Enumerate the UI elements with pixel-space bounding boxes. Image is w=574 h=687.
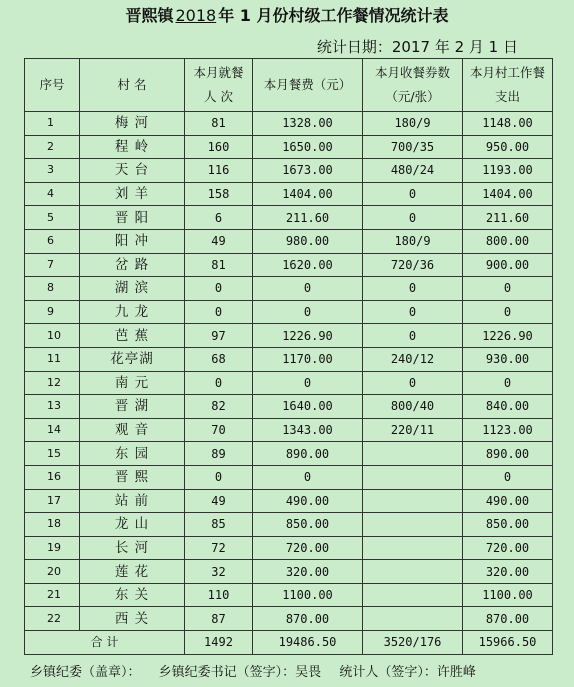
row-meal-cost: 1640.00 (253, 395, 363, 419)
row-seq: 17 (25, 489, 80, 513)
row-village-spend: 1226.90 (463, 324, 553, 348)
row-village: 西 关 (80, 607, 185, 631)
row-meal-cost: 1100.00 (253, 583, 363, 607)
row-seq: 12 (25, 371, 80, 395)
table-row (25, 277, 553, 301)
row-vouchers: 240/12 (363, 347, 463, 371)
row-seq: 16 (25, 465, 80, 489)
row-vouchers (363, 560, 463, 584)
row-meal-cost: 1620.00 (253, 253, 363, 277)
row-seq: 10 (25, 324, 80, 348)
title-prefix: 晋熙镇 (125, 6, 174, 25)
row-village-spend: 320.00 (463, 560, 553, 584)
header-meal-cost: 本月餐费（元） (253, 59, 363, 112)
row-meal-cost: 1404.00 (253, 182, 363, 206)
row-village: 阳 冲 (80, 229, 185, 253)
row-seq: 4 (25, 182, 80, 206)
row-village: 晋 湖 (80, 395, 185, 419)
row-seq: 1 (25, 112, 80, 136)
row-village-spend: 1100.00 (463, 583, 553, 607)
row-diners: 160 (185, 135, 253, 159)
row-seq: 11 (25, 347, 80, 371)
title-suffix: 年 1 月份村级工作餐情况统计表 (218, 6, 449, 25)
row-village: 东 关 (80, 583, 185, 607)
row-diners: 158 (185, 182, 253, 206)
row-diners: 0 (185, 371, 253, 395)
header-diners-line1: 本月就餐 (193, 65, 244, 80)
table-row (25, 489, 553, 513)
row-village: 东 园 (80, 442, 185, 466)
row-seq: 21 (25, 583, 80, 607)
row-village: 岔 路 (80, 253, 185, 277)
header-village-spend-line1: 本月村工作餐 (469, 65, 545, 80)
row-vouchers: 0 (363, 182, 463, 206)
table-row (25, 371, 553, 395)
row-diners: 85 (185, 513, 253, 537)
meal-statistics-table (24, 58, 553, 655)
row-village: 花亭湖 (80, 347, 185, 371)
row-village: 观 音 (80, 418, 185, 442)
table-row (25, 182, 553, 206)
total-vouchers: 3520/176 (363, 631, 463, 655)
table-row (25, 253, 553, 277)
header-vouchers-line1: 本月收餐券数 (374, 65, 450, 80)
row-meal-cost: 1343.00 (253, 418, 363, 442)
row-seq: 5 (25, 206, 80, 230)
row-village-spend: 211.60 (463, 206, 553, 230)
row-diners: 116 (185, 159, 253, 183)
row-vouchers: 0 (363, 300, 463, 324)
row-vouchers: 0 (363, 371, 463, 395)
row-village: 龙 山 (80, 513, 185, 537)
title-year: 2018 (175, 6, 217, 25)
row-vouchers: 0 (363, 206, 463, 230)
row-vouchers: 0 (363, 324, 463, 348)
statistics-date: 统计日期：2017 年 2 月 1 日 (316, 38, 518, 56)
footer-stamp: 乡镇纪委（盖章）： (30, 665, 141, 680)
row-seq: 9 (25, 300, 80, 324)
header-row (25, 59, 553, 112)
row-vouchers (363, 536, 463, 560)
row-meal-cost: 1170.00 (253, 347, 363, 371)
row-village: 九 龙 (80, 300, 185, 324)
row-vouchers: 220/11 (363, 418, 463, 442)
row-meal-cost: 0 (253, 371, 363, 395)
row-vouchers: 180/9 (363, 112, 463, 136)
row-vouchers: 700/35 (363, 135, 463, 159)
row-vouchers (363, 513, 463, 537)
table-row (25, 324, 553, 348)
row-meal-cost: 0 (253, 465, 363, 489)
row-vouchers: 800/40 (363, 395, 463, 419)
row-meal-cost: 870.00 (253, 607, 363, 631)
row-seq: 15 (25, 442, 80, 466)
header-village-spend (463, 59, 553, 112)
row-meal-cost: 211.60 (253, 206, 363, 230)
table-row (25, 583, 553, 607)
row-meal-cost: 890.00 (253, 442, 363, 466)
row-village-spend: 490.00 (463, 489, 553, 513)
header-diners-line2: 人 次 (204, 89, 233, 104)
row-meal-cost: 490.00 (253, 489, 363, 513)
row-village-spend: 1148.00 (463, 112, 553, 136)
row-seq: 19 (25, 536, 80, 560)
row-meal-cost: 1673.00 (253, 159, 363, 183)
row-village-spend: 1193.00 (463, 159, 553, 183)
row-village-spend: 840.00 (463, 395, 553, 419)
row-seq: 3 (25, 159, 80, 183)
row-diners: 32 (185, 560, 253, 584)
row-village-spend: 1123.00 (463, 418, 553, 442)
row-village-spend: 850.00 (463, 513, 553, 537)
row-village-spend: 0 (463, 465, 553, 489)
row-village: 长 河 (80, 536, 185, 560)
row-diners: 81 (185, 112, 253, 136)
row-seq: 7 (25, 253, 80, 277)
table-row (25, 536, 553, 560)
row-diners: 89 (185, 442, 253, 466)
table-row (25, 159, 553, 183)
row-vouchers: 720/36 (363, 253, 463, 277)
row-village-spend: 720.00 (463, 536, 553, 560)
row-diners: 0 (185, 300, 253, 324)
total-village-spend: 15966.50 (463, 631, 553, 655)
row-village-spend: 870.00 (463, 607, 553, 631)
row-vouchers: 0 (363, 277, 463, 301)
row-village: 晋 熙 (80, 465, 185, 489)
row-village: 南 元 (80, 371, 185, 395)
row-diners: 70 (185, 418, 253, 442)
row-vouchers: 480/24 (363, 159, 463, 183)
row-meal-cost: 0 (253, 300, 363, 324)
row-vouchers (363, 583, 463, 607)
table-row (25, 206, 553, 230)
row-meal-cost: 850.00 (253, 513, 363, 537)
row-meal-cost: 1226.90 (253, 324, 363, 348)
row-meal-cost: 980.00 (253, 229, 363, 253)
row-meal-cost: 0 (253, 277, 363, 301)
document-title (0, 4, 574, 28)
row-vouchers: 180/9 (363, 229, 463, 253)
row-village: 莲 花 (80, 560, 185, 584)
table-row (25, 395, 553, 419)
footer-statistician: 统计人（签字）：许胜峰 (339, 665, 476, 680)
row-village-spend: 950.00 (463, 135, 553, 159)
row-diners: 49 (185, 229, 253, 253)
row-seq: 8 (25, 277, 80, 301)
table-row (25, 229, 553, 253)
row-village-spend: 1404.00 (463, 182, 553, 206)
row-meal-cost: 720.00 (253, 536, 363, 560)
row-village-spend: 930.00 (463, 347, 553, 371)
table-row (25, 300, 553, 324)
row-seq: 22 (25, 607, 80, 631)
row-village: 站 前 (80, 489, 185, 513)
header-vouchers-line2: （元/张） (385, 89, 440, 104)
row-village: 梅 河 (80, 112, 185, 136)
row-diners: 97 (185, 324, 253, 348)
row-village-spend: 0 (463, 277, 553, 301)
row-diners: 81 (185, 253, 253, 277)
table-row (25, 560, 553, 584)
signature-footer (30, 662, 490, 684)
row-village: 湖 滨 (80, 277, 185, 301)
row-village: 程 岭 (80, 135, 185, 159)
row-diners: 110 (185, 583, 253, 607)
row-village-spend: 0 (463, 300, 553, 324)
header-village-spend-line2: 支出 (494, 89, 520, 104)
row-vouchers (363, 465, 463, 489)
header-seq: 序号 (25, 59, 80, 112)
row-seq: 18 (25, 513, 80, 537)
header-diners (185, 59, 253, 112)
table-row (25, 513, 553, 537)
header-vouchers (363, 59, 463, 112)
table-row (25, 465, 553, 489)
total-row (25, 631, 553, 655)
table-body (25, 112, 553, 631)
total-meal-cost: 19486.50 (253, 631, 363, 655)
table-row (25, 135, 553, 159)
row-village-spend: 0 (463, 371, 553, 395)
row-diners: 87 (185, 607, 253, 631)
row-seq: 6 (25, 229, 80, 253)
row-meal-cost: 1328.00 (253, 112, 363, 136)
table-row (25, 347, 553, 371)
table-row (25, 607, 553, 631)
row-village: 刘 羊 (80, 182, 185, 206)
row-meal-cost: 320.00 (253, 560, 363, 584)
row-diners: 72 (185, 536, 253, 560)
row-village: 天 台 (80, 159, 185, 183)
row-diners: 68 (185, 347, 253, 371)
row-village: 晋 阳 (80, 206, 185, 230)
row-diners: 49 (185, 489, 253, 513)
row-seq: 13 (25, 395, 80, 419)
row-village: 芭 蕉 (80, 324, 185, 348)
row-diners: 0 (185, 465, 253, 489)
total-label: 合 计 (25, 631, 185, 655)
row-meal-cost: 1650.00 (253, 135, 363, 159)
table-row (25, 442, 553, 466)
row-vouchers (363, 442, 463, 466)
row-diners: 0 (185, 277, 253, 301)
header-village: 村 名 (80, 59, 185, 112)
table-row (25, 418, 553, 442)
table-row (25, 112, 553, 136)
row-village-spend: 900.00 (463, 253, 553, 277)
row-vouchers (363, 489, 463, 513)
total-diners: 1492 (185, 631, 253, 655)
row-village-spend: 800.00 (463, 229, 553, 253)
row-diners: 6 (185, 206, 253, 230)
row-seq: 2 (25, 135, 80, 159)
row-seq: 20 (25, 560, 80, 584)
row-seq: 14 (25, 418, 80, 442)
row-vouchers (363, 607, 463, 631)
row-village-spend: 890.00 (463, 442, 553, 466)
footer-secretary: 乡镇纪委书记（签字）：吴畏 (158, 665, 322, 680)
row-diners: 82 (185, 395, 253, 419)
